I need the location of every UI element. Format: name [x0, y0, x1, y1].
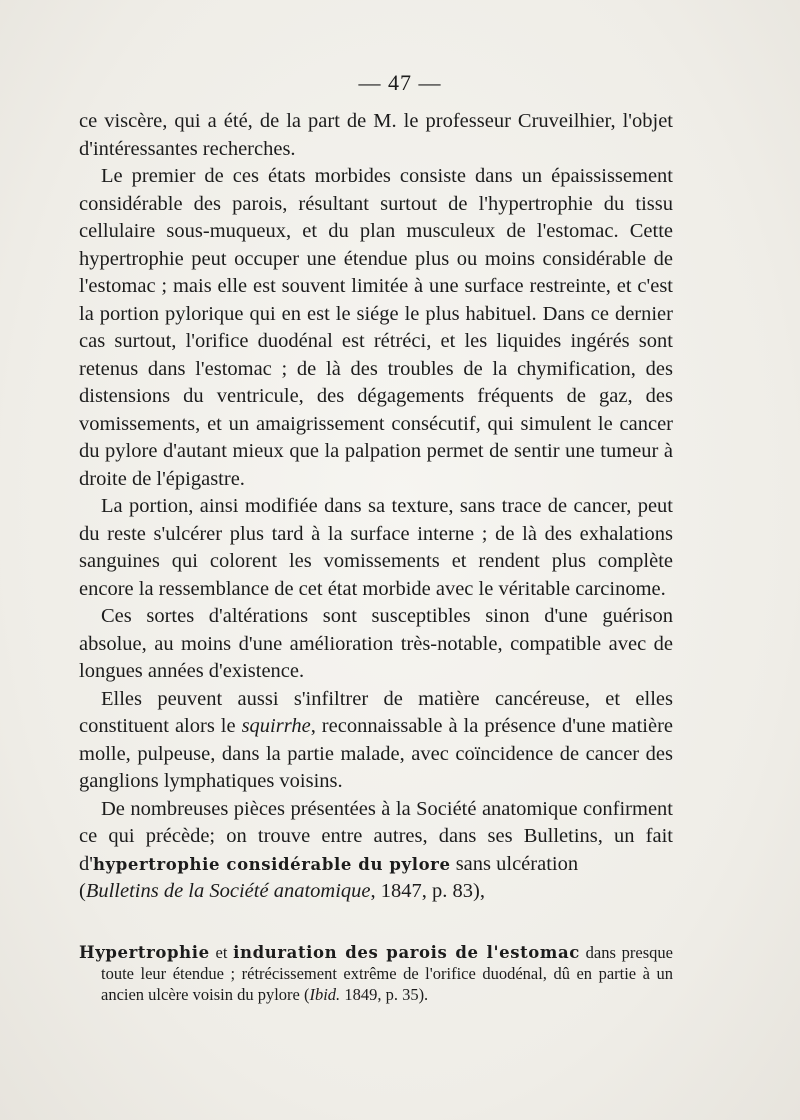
paragraph-6-text-b: sans ulcération: [450, 852, 579, 875]
paragraph-5: [79, 686, 673, 796]
heading-hypertrophie-pylore: hypertrophie considérable du pylore: [92, 854, 451, 874]
paragraph-5-text-b: , reconnaissable à la présence d'une matière molle, pulpeuse, dans la partie malade, avec coïncidence de cancer des ganglions lymphatiques voisins.: [79, 715, 674, 792]
note-citation-end: 1849, p. 35).: [340, 985, 429, 1004]
paragraph-1: ce viscère, qui a été, de la part de M. le professeur Cruveilhier, l'objet d'intéressantes recherches.: [79, 110, 673, 160]
case-note-paragraph: [79, 942, 673, 1005]
note-text-et: et: [209, 943, 234, 962]
note-heading-induration: induration des parois de l'estomac: [233, 943, 580, 962]
paragraph-3: La portion, ainsi modifiée dans sa texture, sans trace de cancer, peut du reste s'ulcérer plus tard à la surface interne ; de là des exhalations sanguines qui colorent les vomissements et rendent plus complète encore la ressemblance de cet état morbide avec le véritable carcinome.: [79, 495, 673, 600]
citation-title: Bulletins de la Société anatomique: [85, 880, 371, 902]
page-number: — 47 —: [358, 70, 442, 95]
paragraph-6: De nombreuses pièces présentées à la Société anatomique confirment ce qui précède; on trouve entre autres, dans ses Bulletins, un fait d'hypertrophie considérable du pylore sans ulcération (Bulletins de la Société anatomique, 1847, p. 83),: [79, 797, 673, 902]
paragraph-2: Le premier de ces états morbides consiste dans un épaississement considérable des parois, résultant surtout de l'hypertrophie du tissu cellulaire sous-muqueux, et du plan musculeux de l'estomac. Cette hypertrophie peut occuper une étendue plus ou moins considérable de l'estomac ; mais elle est souvent limitée à une surface restreinte, et c'est la portion pylorique qui en est le siége le plus habituel. Dans ce dernier cas surtout, l'orifice duodénal est rétréci, et les liquides ingérés sont retenus dans l'estomac ; de là des troubles de la chymification, des distensions du ventricule, des dégagements fréquents de gaz, des vomissements, et un amaigrissement consécutif, qui simulent le cancer du pylore d'autant mieux que la palpation permet de sentir une tumeur à droite de l'épigastre.: [79, 165, 673, 490]
case-note: [79, 942, 673, 1005]
citation-details: , 1847, p. 83),: [370, 880, 485, 902]
note-ibid: Ibid.: [309, 985, 341, 1004]
note-heading-hypertrophie: Hypertrophie: [79, 943, 210, 962]
paragraph-4: Ces sortes d'altérations sont susceptibles sinon d'une guérison absolue, au moins d'une amélioration très-notable, compatible avec de longues années d'existence.: [79, 605, 673, 682]
note-text: dans presque toute leur étendue ; rétrécissement extrême de l'orifice duodénal, dû en partie à un ancien ulcère voisin du pylore (: [101, 943, 673, 1004]
term-squirrhe: squirrhe: [241, 715, 311, 737]
main-text: [79, 108, 673, 906]
paragraph-6-text-a: De nombreuses pièces présentées à la Société anatomique confirment ce qui précède; on trouve entre autres, dans ses Bulletins, un fait d': [79, 797, 673, 875]
paragraph-5-text-a: Elles peuvent aussi s'infiltrer de matière cancéreuse, et elles constituent alors le: [79, 687, 673, 737]
